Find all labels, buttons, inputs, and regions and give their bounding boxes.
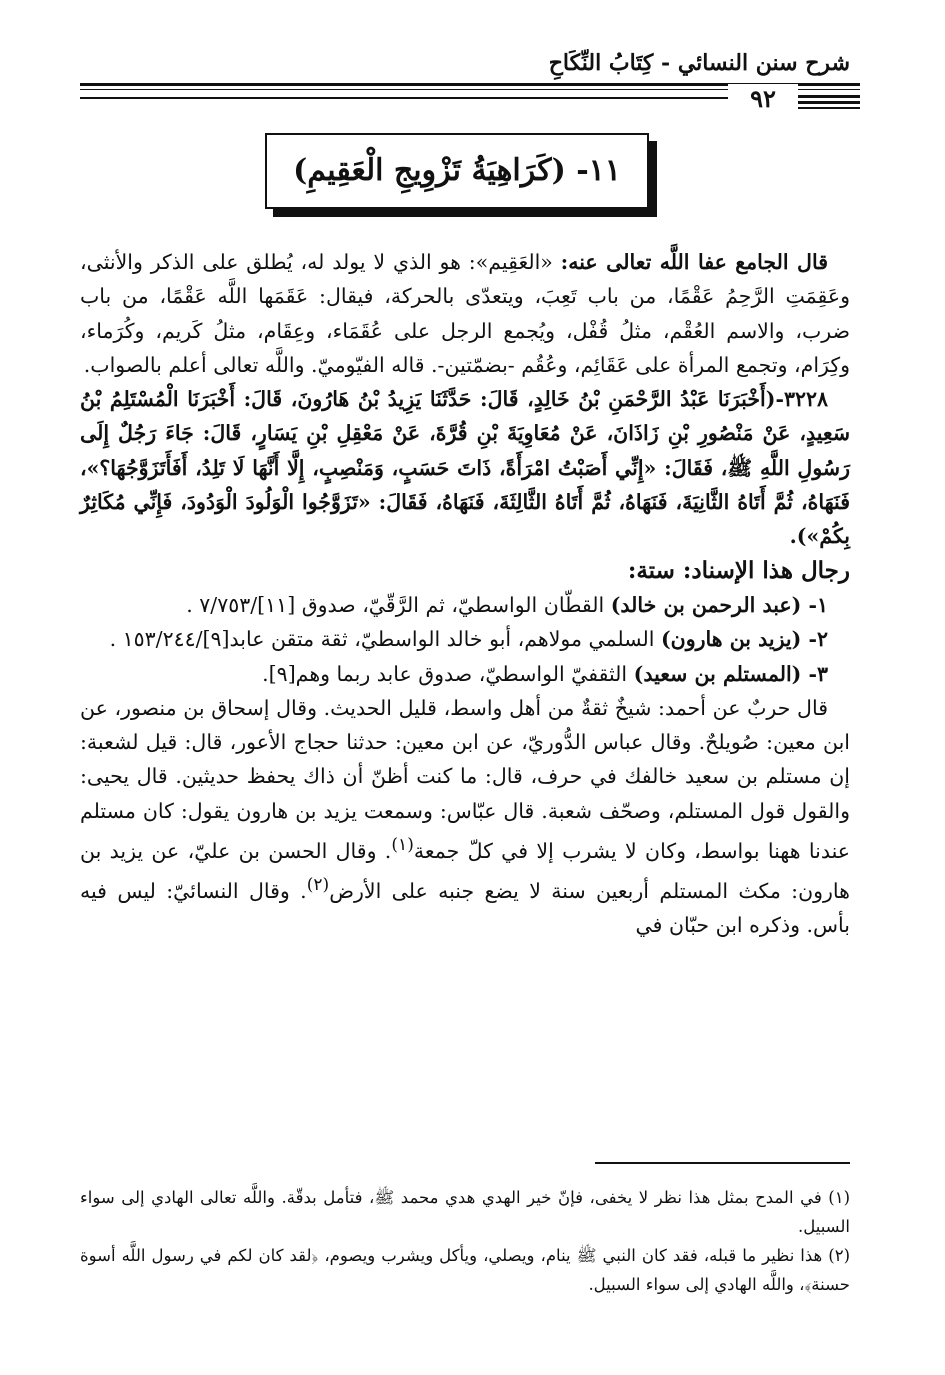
main-text <box>80 245 850 943</box>
details-text-b: . وقال الحسن بن عليّ، عن يزيد بن هارون: مكث المستلم أربعين سنة لا يضع جنبه على الأرض <box>80 838 850 903</box>
narrator-3 <box>80 657 850 691</box>
intro-paragraph <box>80 245 850 382</box>
footnotes <box>80 1183 850 1299</box>
details-text-a: قال حربٌ عن أحمد: شيخٌ ثقةٌ من أهل واسط، قليل الحديث. وقال إسحاق بن منصور، عن ابن معين: صُويلحٌ. وقال عباس الدُّوريّ، عن ابن معين: حدثنا حجاج الأعور، قال: قيل لشعبة: إن مستلم بن سعيد خالفك في حرف، قال: ما كنت أظنّ أن ذاك يحفظ حديثين. قال يحيى: والقول قول المستلم، وصحّف شعبة. قال عبّاس: وسمعت يزيد بن هارون يقول: كان مستلم عندنا ههنا بواسط، وكان لا يشرب إلا في كلّ جمعة <box>80 695 851 863</box>
narrator-3-text: الثقفيّ الواسطيّ، صدوق عابد ربما وهم[٩]. <box>262 661 634 686</box>
chapter-heading-box <box>265 133 649 209</box>
page-number-rule-left <box>80 97 728 99</box>
footnote-separator <box>595 1162 850 1164</box>
page-number-rule-right <box>798 107 860 109</box>
footnote-2: (٢) هذا نظير ما قبله، فقد كان النبي ﷺ ينام، ويصلي، ويأكل ويشرب ويصوم، ﴿لقد كان لكم في رسول اللَّه أسوة حسنة﴾، واللَّه الهادي إلى سواء السبيل. <box>80 1246 850 1294</box>
page-number-rule-right <box>798 95 860 98</box>
narrator-1-name: ١- (عبد الرحمن بن خالد) <box>610 592 828 617</box>
footnote-1: (١) في المدح بمثل هذا نظر لا يخفى، فإنّ خير الهدي هدي محمد ﷺ، فتأمل بدقّة. واللَّه تعالى الهادي إلى سواء السبيل. <box>80 1188 850 1236</box>
narrator-2 <box>80 622 850 656</box>
footnote-ref-2: (٢) <box>306 875 330 896</box>
narrator-1-text: القطّان الواسطيّ، ثم الرَّقّيّ، صدوق [١١]/٧/٧٥٣ . <box>186 592 611 617</box>
page-number-rule-right <box>798 101 860 104</box>
intro-text: «العَقِيم»: هو الذي لا يولد له، يُطلق على الذكر والأنثى، وعَقِمَتِ الرَّحِمُ عَقْمًا، من باب تَعِبَ، ويتعدّى بالحركة، فيقال: عَقَمَها اللَّه عَقْمًا، من باب ضرب، والاسم العُقْم، مثلُ قُفْل، ويُجمع الرجل على عُقَمَاء، وعِقَام، مثلُ كَريم، وكُرَماء، وكِرَام، وتجمع المرأة على عَقَائِم، وعُقُم -بضمّتين-. قاله الفيّوميّ. واللَّه تعالى أعلم بالصواب. <box>80 250 850 377</box>
details-text-c: . وقال النسائيّ: ليس فيه بأس. وذكره ابن حبّان في <box>80 879 850 938</box>
narrator-3-details <box>80 691 850 943</box>
narrator-2-text: السلمي مولاهم، أبو خالد الواسطيّ، ثقة متقن عابد[٩]/١٥٣/٢٤٤ . <box>109 627 661 652</box>
page-number: ٩٢ <box>728 84 798 114</box>
intro-lead: قال الجامع عفا اللَّه تعالى عنه: <box>560 250 828 274</box>
narrator-1 <box>80 588 850 622</box>
hadith-text: (أَخْبَرَنَا عَبْدُ الرَّحْمَنِ بْنُ خَالِدٍ، قَالَ: حَدَّثَنَا يَزِيدُ بْنُ هَارُونَ، قَالَ: أَخْبَرَنَا الْمُسْتَلِمُ بْنُ سَعِيدٍ، عَنْ مَنْصُورِ بْنِ زَاذَانَ، عَنْ مُعَاوِيَةَ بْنِ قُرَّةَ، عَنْ مَعْقِلِ بْنِ يَسَارٍ، قَالَ: جَاءَ رَجُلٌ إِلَى رَسُولِ اللَّهِ ﷺ، فَقَالَ: «إِنِّي أَصَبْتُ امْرَأَةً، ذَاتَ حَسَبٍ، وَمَنْصِبٍ، إِلَّا أَنَّهَا لَا تَلِدُ، أَفَأَتَزَوَّجُهَا؟»، فَنَهَاهُ، ثُمَّ أَتَاهُ الثَّانِيَةَ، فَنَهَاهُ، ثُمَّ أَتَاهُ الثَّالِثَةَ، فَنَهَاهُ، فَقَالَ: «تَزَوَّجُوا الْوَلُودَ الْوَدُودَ، فَإِنِّي مُكَاثِرٌ بِكُمْ»). <box>80 387 850 549</box>
hadith-number: ٣٢٢٨- <box>775 387 828 412</box>
narrator-2-name: ٢- (يزيد بن هارون) <box>660 627 828 652</box>
running-title: شرح سنن النسائي - كِتَابُ النِّكَاحِ <box>548 50 850 76</box>
chapter-title: ١١- (كَرَاهِيَةُ تَزْوِيجِ الْعَقِيمِ) <box>293 153 621 188</box>
narrator-3-name: ٣- (المستلم بن سعيد) <box>633 661 828 686</box>
narrators-heading: رجال هذا الإسناد: ستة: <box>627 556 850 584</box>
hadith-paragraph <box>80 382 850 553</box>
footnote-ref-1: (١) <box>391 835 414 856</box>
